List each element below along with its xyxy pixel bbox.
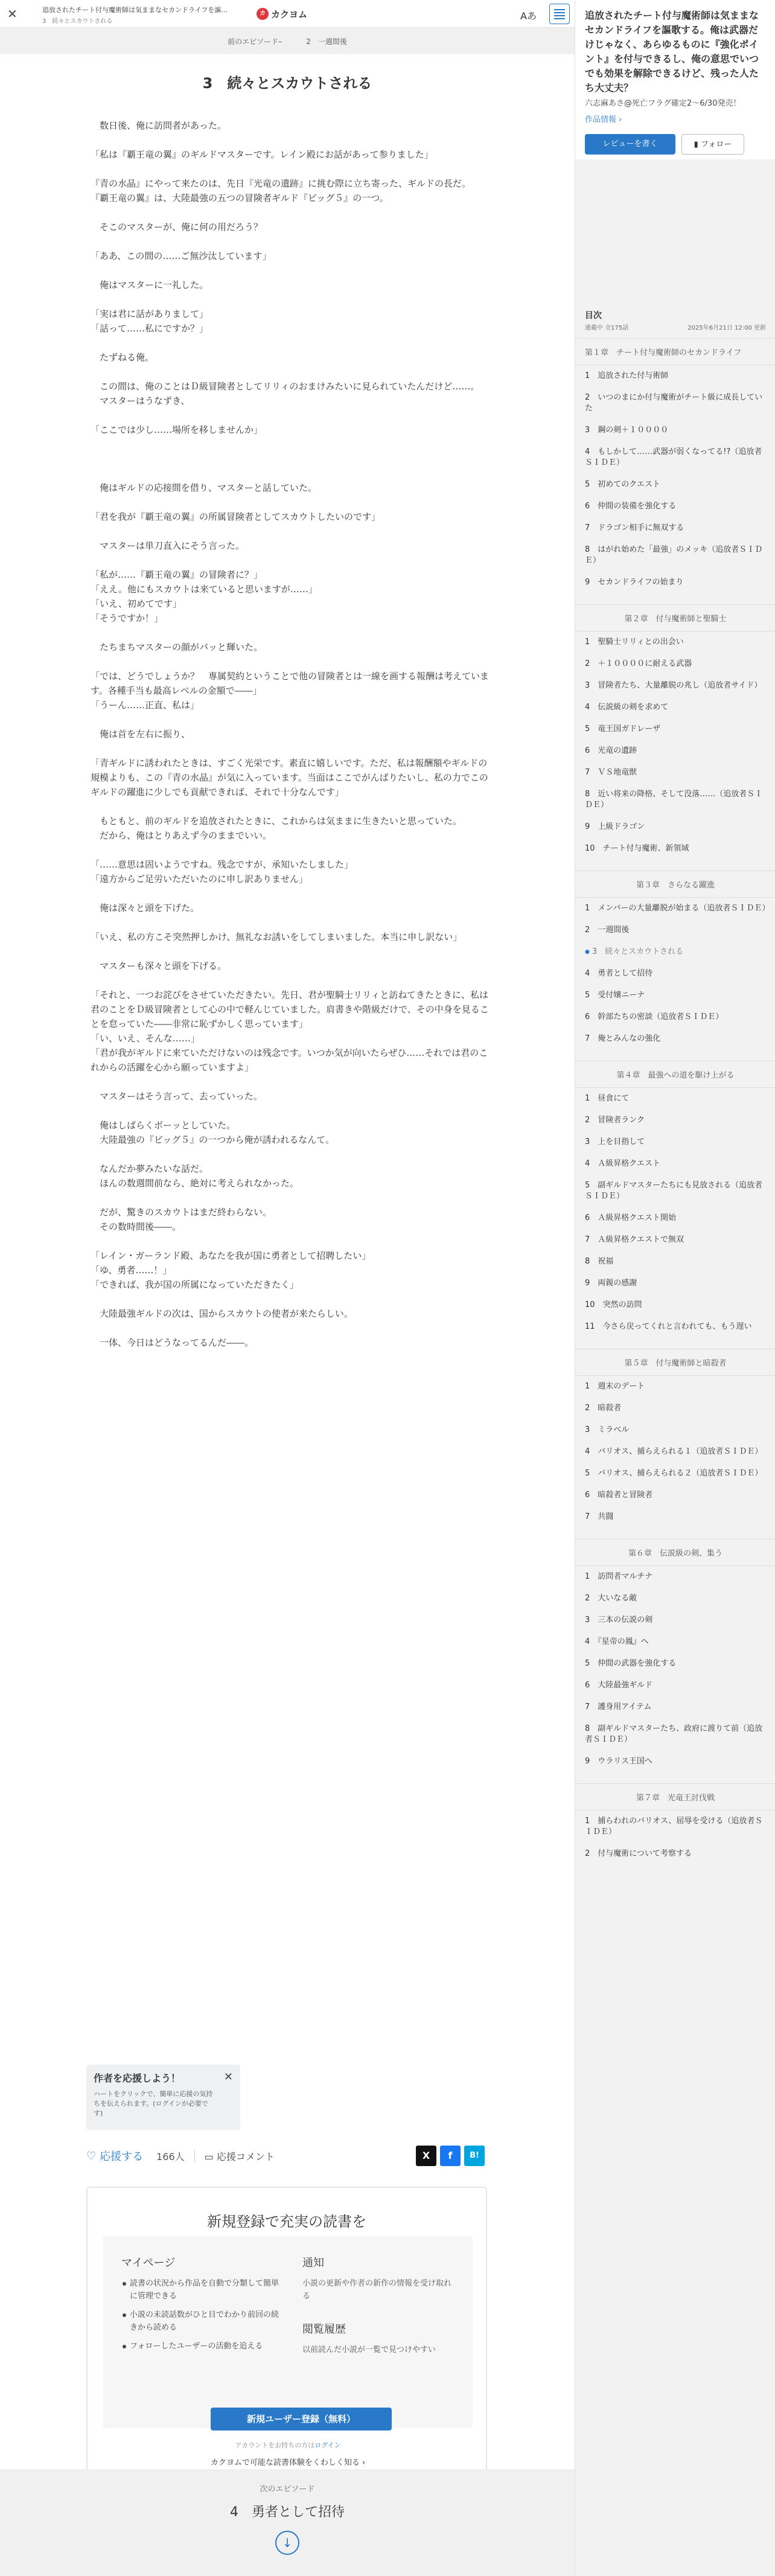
sidebar-work-title[interactable]: 追放されたチート付与魔術師は気ままなセカンドライフを謳歌する。俺は武器だけじゃなく、あらゆるものに『強化ポイント』を付与できるし、俺の意思でいつでも効果を解除できるけど、残った人たち大丈夫？: [585, 10, 759, 94]
history-text: 以前読んだ小説が一覧で見つけやすい: [302, 2345, 436, 2354]
comment-button[interactable]: [205, 2149, 275, 2163]
toc-episode-link[interactable]: 5 副ギルドマスターたちにも見放される（追放者ＳＩＤＥ）: [585, 1181, 763, 1201]
body-paragraph: 「それと、一つお詫びをさせていただきたい。先日、君が聖騎士リリィと訪ねてきたときに、私は君のことをＤ級冒険者として心の中で軽んじていました。肩書きや階級だけで、その中身を見ることを怠っていた――非常に恥ずかしく思っています」: [91, 989, 489, 1029]
toc-episode-link[interactable]: 9 両親の感謝: [585, 1279, 637, 1288]
body-paragraph: 一体、今日はどうなってるんだ――。: [91, 1337, 254, 1348]
toc-episode-link[interactable]: 2 付与魔術について考察する: [585, 1849, 692, 1858]
notify-text: 小説の更新や作者の新作の情報を受け取れる: [302, 2279, 452, 2301]
body-paragraph: 「……意思は固いようですね。残念ですが、承知いたしました」: [91, 859, 354, 870]
body-paragraph: [91, 799, 489, 814]
cheer-label: 応援する: [100, 2150, 144, 2163]
body-paragraph: [91, 133, 489, 147]
toc-episode-link[interactable]: 6 仲間の装備を強化する: [585, 502, 677, 511]
toc-episode-link[interactable]: 6 大陸最強ギルド: [585, 1681, 653, 1690]
arrow-down-icon[interactable]: ↓: [275, 2531, 299, 2555]
body-paragraph: 「青ギルドに誘われたときは、すごく光栄です。素直に嬉しいです。ただ、私は報酬額やギルドの規模よりも、この『青の水晶』が気に入っています。当面はここでがんばりたいし、私の力でこのギルドの躍進に少しでも貢献できれば、それで十分なんです」: [91, 758, 488, 797]
body-paragraph: この間は、俺のことはＤ級冒険者としてリリィのおまけみたいに見られていたんだけど……。: [91, 381, 480, 392]
body-paragraph: ほんの数週間前なら、絶対に考えられなかった。: [91, 1178, 299, 1189]
body-paragraph: [91, 944, 489, 959]
body-paragraph: 「では、どうでしょうか？ 専属契約ということで他の冒険者とは一線を画する報酬は考えています。各種手当も最高レベルの金額で――」: [91, 671, 490, 696]
toc-episode-link[interactable]: 2 大いなる敵: [585, 1594, 637, 1603]
follow-label: フォロー: [700, 140, 732, 149]
close-icon[interactable]: ✕: [223, 2071, 233, 2083]
site-logo[interactable]: [257, 7, 307, 21]
toc-episode-link[interactable]: 3 上を目指して: [585, 1137, 645, 1146]
body-paragraph: [91, 1234, 489, 1248]
body-paragraph: 『覇王竜の翼』は、大陸最強の五つの冒険者ギルド『ビッグ５』の一つ。: [91, 193, 389, 203]
top-bar: [0, 0, 575, 28]
toc-episode-link[interactable]: 3 冒険者たち、大量離脱の兆し（追放者サイド）: [585, 681, 762, 690]
body-paragraph: 「ああ、この間の……ご無沙汰しています」: [91, 251, 272, 261]
toc-episode-link[interactable]: 5 バリオス、捕らえられる２（追放者ＳＩＤＥ）: [585, 1469, 763, 1478]
divider: [194, 2149, 195, 2162]
learn-more-link[interactable]: カクヨムで可能な読書体験をくわしく知る ›: [210, 2458, 366, 2467]
login-prefix: アカウントをお持ちの方は: [235, 2441, 315, 2449]
toc-chapter-heading: 第５章 付与魔術師と暗殺者: [575, 1349, 775, 1376]
mypage-item: 小説の未読話数がひと目でわかり前回の続きから読める: [121, 2309, 284, 2334]
body-paragraph: [91, 234, 489, 249]
body-paragraph: [91, 524, 489, 539]
body-paragraph: マスターは単刀直入にそう言った。: [91, 540, 245, 551]
body-paragraph: [91, 625, 489, 640]
next-episode-section[interactable]: [0, 2469, 575, 2576]
body-paragraph: 「私は『覇王竜の翼』のギルドマスターです。レイン殿にお話があって参りました」: [91, 149, 433, 160]
toc-chapter-heading: 第１章 チート付与魔術師のセカンドライフ: [575, 338, 775, 365]
body-paragraph: 「いえ、私の方こそ突然押しかけ、無礼なお誘いをしてしまいました。本当に申し訳ない」: [91, 932, 462, 942]
body-paragraph: 俺はマスターに一礼した。: [91, 280, 209, 290]
sidebar-work-info: [575, 0, 775, 159]
toc-episode-link[interactable]: 8 近い将来の降格、そして没落……（追放者ＳＩＤＥ）: [585, 790, 763, 810]
body-paragraph: だから、俺はとりあえず今のままでいい。: [91, 830, 272, 841]
body-paragraph: 「私が……『覇王竜の翼』の冒険者に？」: [91, 569, 263, 580]
toc-episode-link[interactable]: 11 今さら戻ってくれと言われても、もう遅い: [585, 1322, 752, 1331]
next-episode-label: 次のエピソード: [260, 2485, 315, 2494]
toc-status: 連載中 全175話: [585, 325, 629, 331]
list-icon: [554, 9, 565, 10]
share-buttons: [416, 2146, 485, 2166]
toc-meta: [585, 322, 766, 331]
toc-chapter-heading: 第２章 付与魔術師と聖騎士: [575, 604, 775, 631]
toc-episode-link[interactable]: 4 バリオス、捕らえられる１（追放者ＳＩＤＥ）: [585, 1447, 763, 1456]
body-paragraph: [91, 104, 489, 118]
toc-episode-current[interactable]: ● 3 続々とスカウトされる: [575, 941, 775, 963]
body-paragraph: 『青の水晶』にやって来たのは、先日『光竜の遺跡』に挑む際に立ち寄った、ギルドの長だ。: [91, 178, 471, 189]
register-promo: [86, 2187, 487, 2499]
share-hatena-button[interactable]: B!: [464, 2146, 485, 2166]
toc-episode-link[interactable]: 7 ドラゴン相手に無双する: [585, 523, 684, 532]
toc-episode-link[interactable]: 5 初めてのクエスト: [585, 480, 661, 489]
toc-episode-link[interactable]: 6 暗殺者と冒険者: [585, 1491, 653, 1500]
body-paragraph: 俺は深々と頭を下げた。: [91, 903, 200, 913]
comment-label: 応援コメント: [216, 2150, 275, 2162]
body-paragraph: 「話って……私にですか？」: [91, 323, 209, 334]
body-paragraph: もともと、前のギルドを追放されたときに、これからは気ままに生きたいと思っていた。: [91, 816, 462, 826]
body-paragraph: [91, 466, 489, 481]
body-paragraph: [91, 843, 489, 857]
body-paragraph: [91, 437, 489, 452]
mypage-item: フォローしたユーザーの活動を追える: [121, 2340, 284, 2353]
toc-episode-link[interactable]: 3 ミラベル: [585, 1425, 630, 1434]
comment-icon: ▭: [204, 2150, 217, 2162]
body-paragraph: 「ええ。他にもスカウトは来ていると思いますが……」: [91, 584, 317, 595]
body-paragraph: [91, 263, 489, 278]
body-paragraph: [91, 452, 489, 466]
toc-episode-link[interactable]: 5 受付嬢ニーナ: [585, 991, 645, 1000]
toc-episode-link[interactable]: 7 共闘: [585, 1512, 614, 1521]
body-paragraph: 俺は首を左右に振り、: [91, 729, 191, 740]
history-heading: 閲覧履歴: [302, 2323, 346, 2336]
toc-episode-link[interactable]: 1 捕らわれのバリオス、屈辱を受ける（追放者ＳＩＤＥ）: [585, 1817, 763, 1836]
body-paragraph: 俺はギルドの応接間を借り、マスターと話していた。: [91, 482, 317, 493]
toc-episode-link[interactable]: 2 一週間後: [585, 925, 630, 935]
bookmark-icon: ▮: [694, 140, 701, 149]
support-author-box: [86, 2065, 240, 2130]
body-paragraph: [91, 973, 489, 988]
body-paragraph: [91, 1075, 489, 1089]
toc-episode-link[interactable]: 1 週末のデート: [585, 1382, 645, 1391]
support-text: ハートをクリックで、簡単に応援の気持ちを伝えられます。(ログインが必要です): [94, 2090, 213, 2117]
toc-episode-link[interactable]: 5 仲間の武器を強化する: [585, 1659, 677, 1668]
toc-episode-link[interactable]: 8 はがれ始めた「最強」のメッキ（追放者ＳＩＤＥ）: [585, 545, 763, 565]
next-episode-title[interactable]: 4 勇者として招待: [230, 2505, 345, 2520]
toc-chapter-heading: 第７章 光竜王討伐戦: [575, 1783, 775, 1811]
register-button[interactable]: 新規ユーザー登録（無料）: [211, 2408, 392, 2431]
login-link[interactable]: ログイン: [314, 2441, 341, 2449]
toc-episode-link[interactable]: 1 追放された付与術師: [585, 371, 669, 380]
body-paragraph: その数時間後――。: [91, 1221, 182, 1232]
toc-episode-link[interactable]: 9 セカンドライフの始まり: [585, 578, 684, 587]
menu-icon[interactable]: ✕: [7, 7, 18, 21]
cheer-button[interactable]: [86, 2148, 143, 2164]
sidebar-author[interactable]: 六志麻あさ@死亡フラグ確定2〜6/30発売！: [585, 99, 741, 108]
toc-toggle-button[interactable]: [549, 4, 570, 24]
logo-mark-icon: カ: [257, 8, 269, 20]
toc-chapter-heading: 第３章 さらなる躍進: [575, 871, 775, 898]
support-title: 作者を応援しよう！: [94, 2073, 181, 2084]
body-paragraph: [91, 886, 489, 901]
body-paragraph: 「うーん……正直、私は」: [91, 700, 200, 711]
prev-episode-link[interactable]: 前のエピソード–: [228, 37, 282, 46]
body-paragraph: 「レイン・ガーランド殿、あなたを我が国に勇者として招聘したい」: [91, 1250, 371, 1261]
episode-nav: [0, 28, 575, 54]
toc-episode-link[interactable]: 2 ＋１００００に耐える武器: [585, 659, 692, 668]
toc-episode-link[interactable]: 2 暗殺者: [585, 1404, 622, 1413]
body-paragraph: [91, 365, 489, 379]
table-of-contents: [575, 338, 775, 1865]
body-paragraph: 数日後、俺に訪問者があった。: [91, 120, 226, 131]
toc-heading: 目次: [585, 311, 602, 321]
sidebar-buttons: [585, 134, 765, 155]
body-paragraph: 「できれば、我が国の所属になっていただきたく」: [91, 1279, 299, 1290]
toc-episode-link[interactable]: 1 訪問者マルチナ: [585, 1572, 653, 1581]
body-paragraph: [91, 1147, 489, 1162]
body-paragraph: そこのマスターが、俺に何の用だろう？: [91, 222, 263, 232]
sidebar: [575, 0, 775, 2576]
body-paragraph: 「君を我が『覇王竜の翼』の所属冒険者としてスカウトしたいのです」: [91, 511, 381, 522]
toc-episode-link[interactable]: 5 竜王国ガドレーザ: [585, 724, 661, 733]
write-review-button[interactable]: レビューを書く: [585, 134, 675, 155]
work-title-link[interactable]: 追放されたチート付与魔術師は気ままなセカンドライフを謳…: [42, 6, 228, 14]
toc-episode-link[interactable]: 6 幹部たちの密談（追放者ＳＩＤＥ）: [585, 1012, 724, 1021]
follow-button[interactable]: [681, 134, 744, 155]
body-paragraph: たずねる俺。: [91, 352, 155, 363]
body-paragraph: 「ゆ、勇者……！」: [91, 1265, 172, 1276]
toc-episode-link[interactable]: 3 鋼の剣＋１００００: [585, 426, 669, 435]
body-paragraph: マスターはうなずき、: [91, 395, 190, 406]
body-paragraph: マスターはそう言って、去っていった。: [91, 1091, 263, 1102]
body-paragraph: [91, 292, 489, 307]
body-paragraph: [91, 1292, 489, 1306]
body-paragraph: [91, 553, 489, 567]
toc-episode-link[interactable]: 2 いつのまにか付与魔術がチート級に成長していた: [585, 393, 763, 413]
current-episode-label: 3 続々とスカウトされる: [42, 18, 113, 25]
mypage-item: 読書の状況から作品を自動で分類して簡単に管理できる: [121, 2277, 284, 2303]
body-paragraph: [91, 915, 489, 930]
episode-body: [91, 104, 489, 1350]
toc-episode-link[interactable]: 1 聖騎士リリィとの出会い: [585, 638, 684, 647]
body-paragraph: [91, 1321, 489, 1335]
toc-episode-link[interactable]: 7 俺とみんなの強化: [585, 1034, 661, 1043]
body-paragraph: [91, 495, 489, 510]
font-settings-button[interactable]: Aあ: [520, 10, 537, 22]
body-paragraph: [91, 162, 489, 176]
body-paragraph: [91, 408, 489, 423]
cheer-count[interactable]: 166人: [156, 2150, 185, 2162]
toc-episode-link[interactable]: 8 副ギルドマスターたち、政府に渡りて前（追放者ＳＩＤＥ）: [585, 1724, 763, 1744]
episode-actions: [86, 2145, 485, 2167]
toc-episode-link[interactable]: 1 メンバーの大量離脱が始まる（追放者ＳＩＤＥ）: [585, 904, 770, 913]
toc-episode-link[interactable]: 1 昼食にて: [585, 1094, 630, 1103]
toc-episode-link[interactable]: 4 もしかして……武器が弱くなってる!?（追放者ＳＩＤＥ）: [585, 447, 762, 467]
body-paragraph: 「そうですか！」: [91, 613, 164, 624]
body-paragraph: 「遠方からご足労いただいたのに申し訳ありません」: [91, 874, 308, 884]
body-paragraph: 大陸最強ギルドの次は、国からスカウトの使者が来たらしい。: [91, 1308, 353, 1319]
body-paragraph: 「実は君に話がありまして」: [91, 308, 209, 319]
toc-episode-link[interactable]: 6 光竜の遺跡: [585, 746, 637, 755]
body-paragraph: 「ここでは少し……場所を移しませんか」: [91, 424, 263, 435]
toc-episode-link[interactable]: 10 チート付与魔術、新領域: [585, 844, 689, 853]
register-benefits: [103, 2236, 473, 2467]
work-info-link[interactable]: 作品情報 ›: [585, 115, 622, 124]
mypage-heading: マイページ: [121, 2257, 176, 2269]
toc-chapter-heading: 第６章 伝説級の剣、集う: [575, 1539, 775, 1566]
toc-episode-link[interactable]: 9 ウラリス王国へ: [585, 1757, 653, 1766]
toc-updated: 2025年6月21日 12:00 更新: [687, 325, 766, 331]
toc-episode-link[interactable]: 4 『星帝の鳳』へ: [585, 1637, 649, 1646]
body-paragraph: 「い、いえ、そんな……」: [91, 1033, 200, 1044]
toc-episode-link[interactable]: 7 護身用アイテム: [585, 1702, 652, 1711]
login-prompt: [103, 2440, 473, 2450]
body-paragraph: 俺はしばらくボーッとしていた。: [91, 1120, 236, 1131]
toc-episode-link[interactable]: 3 三本の伝説の剣: [585, 1616, 653, 1625]
toc-chapter-heading: 第４章 最強への道を駆け上がる: [575, 1061, 775, 1088]
current-nav-label[interactable]: 2 一週間後: [306, 37, 347, 46]
body-paragraph: [91, 336, 489, 350]
body-paragraph: 大陸最強の『ビッグ５』の一つから俺が誘われるなんて。: [91, 1134, 335, 1145]
share-x-button[interactable]: X: [416, 2146, 436, 2166]
toc-episode-link[interactable]: 6 Ａ級昇格クエスト開始: [585, 1213, 677, 1222]
other-benefits: [302, 2254, 453, 2374]
body-paragraph: たちまちマスターの顔がパッと輝いた。: [91, 642, 263, 653]
toc-episode-link[interactable]: 8 祝福: [585, 1257, 614, 1266]
mypage-benefits: [121, 2254, 284, 2359]
register-title: 新規登録で充実の読書を: [207, 2213, 366, 2230]
toc-episode-link[interactable]: 9 上級ドラゴン: [585, 822, 645, 831]
body-paragraph: 「君が我がギルドに来ていただけないのは残念です。いつか気が向いたらぜひ……それでは君のこれからの活躍を心から願っていますよ」: [91, 1047, 488, 1073]
toc-episode-link[interactable]: 4 Ａ級昇格クエスト: [585, 1159, 661, 1168]
body-paragraph: [91, 1191, 489, 1205]
heart-icon: ♡: [86, 2149, 97, 2162]
body-paragraph: [91, 1104, 489, 1118]
toc-episode-link[interactable]: 4 勇者として招待: [585, 969, 653, 978]
body-paragraph: [91, 205, 489, 220]
toc-episode-link[interactable]: 7 Ａ級昇格クエストで無双: [585, 1235, 684, 1244]
logo-text: カクヨム: [271, 8, 308, 20]
toc-episode-link[interactable]: 2 冒険者ランク: [585, 1116, 645, 1125]
body-paragraph: だが、驚きのスカウトはまだ終わらない。: [91, 1207, 272, 1218]
body-paragraph: [91, 712, 489, 727]
episode-title: 3 続々とスカウトされる: [202, 75, 372, 92]
toc-episode-link[interactable]: 7 ＶＳ地竜獣: [585, 768, 637, 777]
share-facebook-button[interactable]: f: [440, 2146, 461, 2166]
body-paragraph: なんだか夢みたいな話だ。: [91, 1163, 209, 1174]
body-paragraph: [91, 741, 489, 756]
body-paragraph: マスターも深々と頭を下げる。: [91, 960, 227, 971]
body-paragraph: 「いえ、初めてです」: [91, 598, 182, 609]
body-paragraph: [91, 654, 489, 669]
toc-episode-link[interactable]: 4 伝説級の剣を求めて: [585, 703, 669, 712]
toc-episode-link[interactable]: 10 突然の訪問: [585, 1300, 642, 1309]
notify-heading: 通知: [302, 2257, 324, 2269]
